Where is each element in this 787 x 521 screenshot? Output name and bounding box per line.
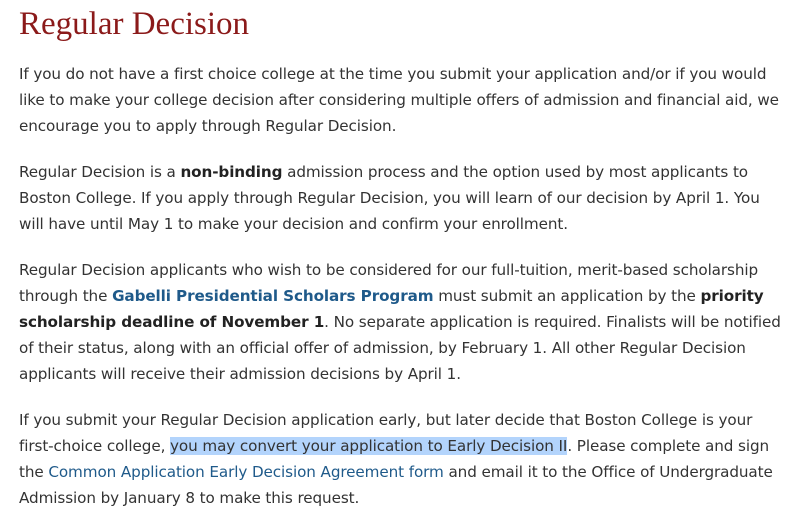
p3-before: Regular Decision applicants who wish to be considered for our full-tuition, merit-based scholarship through the (19, 261, 759, 305)
non-binding-paragraph (19, 159, 784, 237)
p4-before: If you submit your Regular Decision application early, but later decide that Boston College is your first-choice college, (19, 411, 753, 455)
intro-paragraph (19, 61, 784, 139)
intro-text: If you do not have a first choice college at the time you submit your application and/or if you would like to make your college decision after considering multiple offers of admission and financial aid, we encourage you to apply through Regular Decision. (19, 65, 779, 135)
p3-middle: must submit an application by the (433, 287, 701, 305)
page-title: Regular Decision (19, 6, 250, 42)
p2-before: Regular Decision is a (19, 163, 181, 181)
p2-after: admission process and the option used by most applicants to Boston College. If you apply through Regular Decision, you will learn of our decision by April 1. You will have until May 1 to make your decision and confirm your enrollment. (19, 163, 760, 233)
scholarship-paragraph (19, 257, 784, 387)
selected-text-highlight: you may convert your application to Early Decision II (170, 437, 568, 455)
gabelli-scholars-link[interactable]: Gabelli Presidential Scholars Program (112, 287, 434, 305)
p4-middle: . Please complete and sign the (19, 437, 770, 481)
non-binding-term: non-binding (180, 163, 283, 181)
ed-agreement-form-link[interactable]: Common Application Early Decision Agreement form (48, 463, 444, 481)
p3-after: . No separate application is required. Finalists will be notified of their status, along with an official offer of admission, by February 1. All other Regular Decision applicants will receive their admission decisions by April 1. (19, 313, 781, 383)
priority-deadline: priority scholarship deadline of November 1 (19, 287, 764, 331)
early-decision-paragraph (19, 407, 784, 511)
p4-after: and email it to the Office of Undergraduate Admission by January 8 to make this request. (19, 463, 773, 507)
